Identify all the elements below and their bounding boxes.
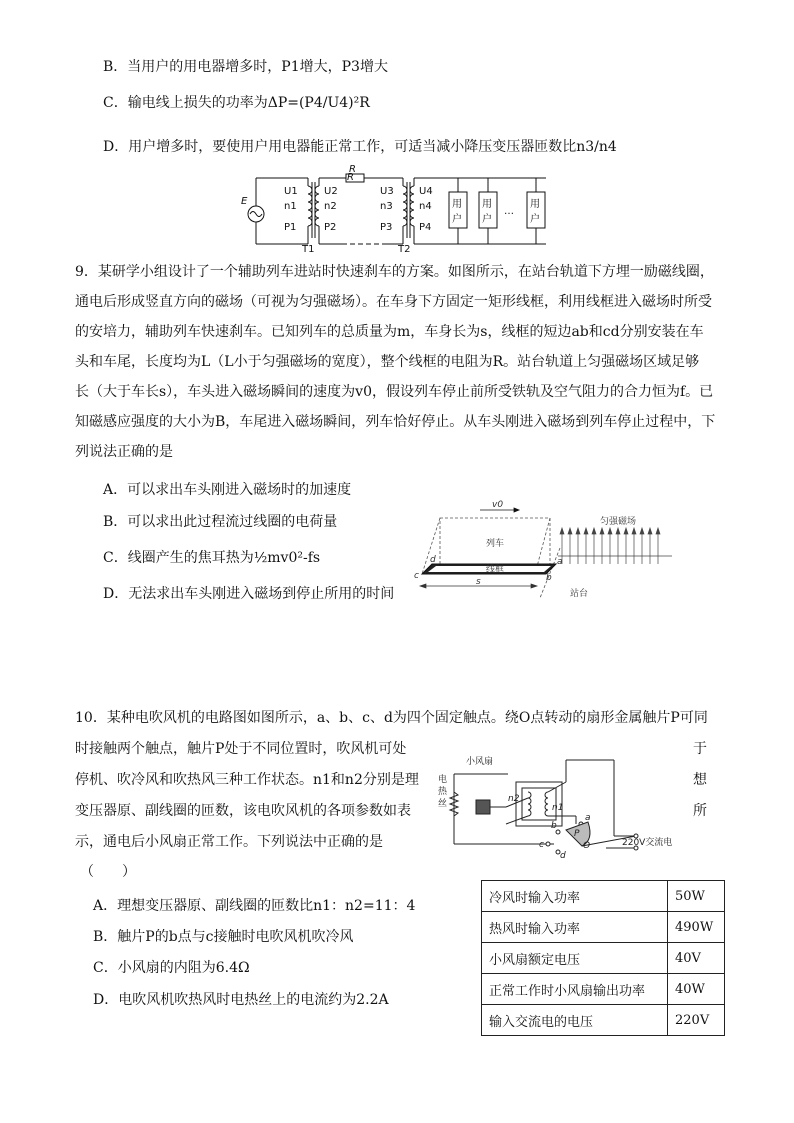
fig-label-u3: U3 [380, 186, 394, 197]
table-row [482, 1005, 725, 1036]
fig-label-r: R [349, 164, 356, 175]
q9-option-c: C．线圈产生的焦耳热为½mv0²-fs [103, 550, 321, 566]
q9-stem-line: 9．某研学小组设计了一个辅助列车进站时快速刹车的方案。如图所示，在站台轨道下方埋一励磁线圈， [75, 264, 714, 280]
fig-label-p3: P3 [380, 222, 393, 233]
fig-label-n4: n4 [419, 201, 432, 212]
q10-wrap-char: 于 [693, 741, 707, 757]
fig-label-n2: n2 [508, 794, 520, 804]
q8-option-c: C．输电线上损失的功率为ΔP=(P4/U4)²R [103, 95, 370, 111]
fig-label-d: d [560, 851, 566, 861]
fig-label-heater-2: 热 [438, 787, 448, 797]
fig-label-n3: n3 [380, 201, 393, 212]
user-box-char-1: 用 [482, 199, 492, 210]
fig-label-p2: P2 [324, 222, 337, 233]
q9-option-d: D．无法求出车头刚进入磁场到停止所用的时间 [103, 586, 395, 602]
fig-label-t2: T2 [398, 244, 411, 255]
q8-option-b: B．当用户的用电器增多时，P1增大，P3增大 [103, 59, 388, 75]
table-cell-label: 热风时输入功率 [482, 912, 668, 943]
fig-label-b: b [551, 821, 557, 831]
fig-label-c: c [414, 571, 419, 581]
q9-stem-line: 列说法正确的是 [75, 444, 173, 460]
fig-label-u2: U2 [324, 186, 338, 197]
fig-label-p4: P4 [419, 222, 432, 233]
fig-label-n2: n2 [324, 201, 337, 212]
fig-label-p: P [574, 829, 580, 839]
q10-option-b: B．触片P的b点与c接触时电吹风机吹冷风 [93, 929, 354, 945]
q10-stem-line: 10．某种电吹风机的电路图如图所示，a、b、c、d为四个固定触点。绕O点转动的扇形金属触片P可同 [75, 710, 708, 726]
user-box-char-1: 用 [452, 199, 462, 210]
fig-label-v0: v0 [492, 500, 504, 510]
q9-stem-line: 的安培力，辅助列车快速刹车。已知列车的总质量为m，车身长为s，线框的短边ab和cd分别安装在车 [75, 324, 704, 340]
fig-label-frame: 线框 [486, 565, 505, 575]
fig-label-heater-3: 丝 [438, 799, 448, 809]
fig-ellipsis: … [504, 206, 514, 217]
q10-wrap-char: 想 [693, 772, 707, 788]
q10-option-c: C．小风扇的内阻为6.4Ω [93, 960, 250, 976]
table-row [482, 943, 725, 974]
fig-label-train: 列车 [486, 539, 505, 549]
table-cell-value: 220V [668, 1005, 725, 1036]
q10-option-a: A．理想变压器原、副线圈的匝数比n1：n2=11：4 [93, 898, 416, 914]
fig-label-u1: U1 [284, 186, 298, 197]
fig-label-heater-1: 电 [438, 775, 448, 785]
fig-label-fan: 小风扇 [466, 757, 494, 767]
q10-parameter-table [481, 880, 725, 1036]
fig-label-d: d [430, 555, 436, 565]
user-box-char-1: 用 [530, 199, 540, 210]
q9-option-a: A．可以求出车头刚进入磁场时的加速度 [103, 482, 352, 498]
q9-stem-line: 头和车尾，长度均为L（L小于匀强磁场的宽度），整个线框的电阻为R。站台轨道上匀强磁场区域足够 [75, 354, 700, 370]
q8-transmission-figure [238, 164, 550, 255]
table-cell-value: 50W [668, 881, 725, 912]
fig-label-c: c [539, 840, 544, 850]
fig-label-r-visible: R [347, 172, 354, 183]
q9-train-figure [410, 498, 672, 602]
user-box-char-2: 户 [530, 214, 540, 225]
table-cell-label: 小风扇额定电压 [482, 943, 668, 974]
table-row [482, 974, 725, 1005]
table-cell-value: 40V [668, 943, 725, 974]
q8-option-d: D．用户增多时，要使用户用电器能正常工作，可适当减小降压变压器匝数比n3/n4 [103, 139, 617, 155]
q9-stem-line: 通电后形成竖直方向的磁场（可视为匀强磁场）。在车身下方固定一矩形线框，利用线框进入磁场时所受 [75, 294, 712, 310]
fig-label-t1: T1 [302, 244, 315, 255]
table-row [482, 912, 725, 943]
q10-wrap-char: 所 [693, 803, 707, 819]
table-cell-value: 490W [668, 912, 725, 943]
fig-label-u4: U4 [419, 186, 433, 197]
q10-circuit-figure [436, 752, 688, 860]
table-cell-label: 冷风时输入功率 [482, 881, 668, 912]
table-cell-label: 输入交流电的电压 [482, 1005, 668, 1036]
table-cell-value: 40W [668, 974, 725, 1005]
table-row [482, 881, 725, 912]
fig-label-e: E [241, 196, 248, 207]
fig-label-s: s [476, 577, 481, 587]
fig-label-o: O [583, 841, 591, 851]
q10-stem-line: 停机、吹冷风和吹热风三种工作状态。n1和n2分别是理 [75, 772, 419, 788]
q9-stem-line: 长（大于车长s），车头进入磁场瞬间的速度为v0，假设列车停止前所受铁轨及空气阻力的合力恒为f。已 [75, 384, 714, 400]
fig-label-n1: n1 [552, 803, 564, 813]
fig-label-a: a [585, 813, 591, 823]
fig-label-b: b [546, 573, 552, 583]
q10-stem-line: 示，通电后小风扇正常工作。下列说法中正确的是 [75, 834, 383, 850]
q10-option-d: D．电吹风机吹热风时电热丝上的电流约为2.2A [93, 992, 389, 1008]
q9-option-b: B．可以求出此过程流过线圈的电荷量 [103, 514, 338, 530]
user-box-char-2: 户 [482, 214, 492, 225]
user-box-char-2: 户 [452, 214, 462, 225]
fig-label-a: a [557, 557, 563, 567]
fig-label-n1: n1 [284, 201, 297, 212]
fig-label-p1: P1 [284, 222, 297, 233]
q10-stem-line: 变压器原、副线圈的匝数，该电吹风机的各项参数如表 [75, 803, 411, 819]
table-cell-label: 正常工作时小风扇输出功率 [482, 974, 668, 1005]
q10-stem-line: 时接触两个触点，触片P处于不同位置时，吹风机可处 [75, 741, 407, 757]
q9-stem-line: 知磁感应强度的大小为B，车尾进入磁场瞬间，列车恰好停止。从车头刚进入磁场到列车停止过程中，下 [75, 414, 716, 430]
fig-label-station: 站台 [570, 589, 589, 599]
q10-answer-bracket: （ ） [80, 864, 136, 880]
fig-label-ac-supply: 220V交流电 [622, 838, 673, 848]
fig-label-field: 匀强磁场 [600, 517, 637, 527]
